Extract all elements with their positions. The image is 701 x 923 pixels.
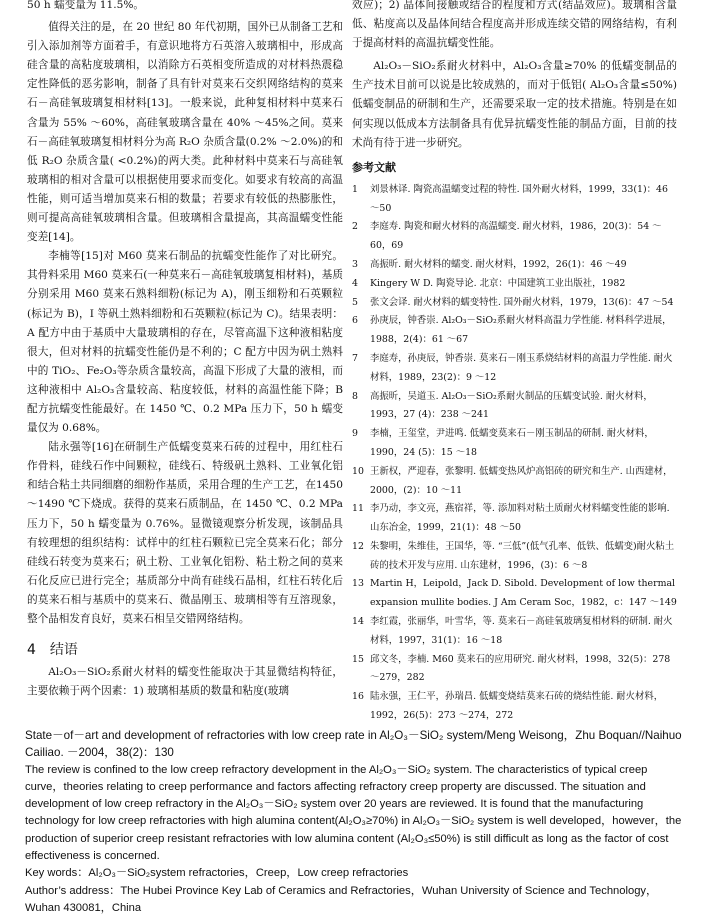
reference-number: 12 <box>352 540 364 552</box>
reference-number: 3 <box>352 258 358 270</box>
section-heading: 4 结语 <box>27 642 78 659</box>
paragraph: 值得关注的是，在 20 世纪 80 年代初期，国外已从制备工艺和引入添加剂等方面着手，有意识地将方石英溶入玻璃相中，形成高硅含量的高粘度玻璃相，以消除方石英相变所造成的对材料热震稳定性降低的恶劣影响，制备了具有针对莫来石交织网络结构的莫来石－高硅氧玻璃复相材料[13]。一般来说，此种复相材料中莫来石含量为 55% ～60%，高硅氧玻璃含量在 40% ～45%之间。莫来石－高硅氧玻璃复相材料分为高 R₂O 杂质含量(0.2% ～2.0%)的和低 R₂O 杂质含量( <0.2%)的两大类。此种材料中莫来石与高硅氧玻璃相的相对含量可以根据使用要求而变化。如要求有较高的高温性能，则可适当增加莫来石相的数量；若要求有较低的热膨胀性，则可提高高硅氧玻璃相含量。但玻璃相含量提高，其高温蠕变性能变差[14]。 <box>27 21 343 244</box>
reference-text: 李红霞，张丽华，叶雪华，等. 莫来石－高硅氧玻璃复相材料的研制. 耐火材料，1997，31(1)：16 ～18 <box>370 616 673 646</box>
reference-number: 10 <box>352 465 364 477</box>
reference-number: 8 <box>352 390 358 402</box>
reference-item <box>352 294 677 313</box>
reference-item <box>352 425 677 463</box>
reference-number: 6 <box>352 315 358 327</box>
reference-number: 14 <box>352 616 364 628</box>
reference-text: 刘景林译. 陶瓷高温蠕变过程的特性. 国外耐火材料，1999，33(1)：46 ～50 <box>370 183 668 214</box>
reference-text: Kingery W D. 陶瓷导论. 北京：中国建筑工业出版社，1982 <box>370 277 626 289</box>
reference-text: Martin H，Leipold，Jack D. Sibold. Development of low thermal expansion mullite bodies. J Am Ceram Soc，1982，c：147 ～149 <box>370 578 677 609</box>
author-address: Author’s address：The Hubei Province Key Lab of Ceramics and Refractories，Wuhan University of Science and Technology，Wuhan 430081，China <box>25 884 658 914</box>
reference-item <box>352 575 677 613</box>
reference-item <box>352 388 677 426</box>
reference-item <box>352 688 677 726</box>
left-column <box>27 0 343 701</box>
reference-text: 朱黎明，朱维佳，王国华，等. “三低”(低气孔率、低铁、低蠕变)耐火粘土砖的技术开发与应用. 山东建材，1996，(3)：6 ～8 <box>370 540 675 571</box>
paragraph: 李楠等[15]对 M60 莫来石制品的抗蠕变性能作了对比研究。其骨料采用 M60 莫来石(一种莫来石－高硅氧玻璃复相材料)，基质分别采用 M60 莫来石熟料细粉(标记为 A)，刚玉细粉和石英颗粒(标记为 B)，I 等矾土熟料细粉和石英颗粒(标记为 C)。结果表明：A 配方中由于基质中大量玻璃相的存在，尽管高温下这种液相粘度很大，但对材料的抗蠕变性能仍是不利的；C 配方中因为矾土熟料中的 TiO₂、Fe₂O₃等杂质含量较高，高温下形成了大量的液相，而这种液相中 Al₂O₃含量较高、粘度较低，材料的高温性能下降；B 配方抗蠕变性能最好。在 1450 ℃、0.2 MPa 压力下，50 h 蠕变量仅为 0.68%。 <box>27 250 343 435</box>
paragraph: Al₂O₃－SiO₂系耐火材料的蠕变性能取决于其显微结构特征，主要依赖于两个因素：1) 玻璃相基质的数量和粘度(玻璃 <box>27 666 343 698</box>
reference-number: 5 <box>352 296 358 308</box>
reference-text: 李楠，王玺堂，尹进鸣. 低蠕变莫来石－刚玉制品的研制. 耐火材料，1990，24 (5)：15 ～18 <box>370 428 654 458</box>
reference-text: 李乃动，李文亮，燕宿祥，等. 添加料对粘土质耐火材料蠕变性能的影响. 山东冶金，1999，21(1)：48 ～50 <box>370 503 670 534</box>
reference-number: 2 <box>352 221 358 233</box>
reference-number: 13 <box>352 578 364 590</box>
reference-item <box>352 275 677 294</box>
reference-item <box>352 463 677 501</box>
reference-item <box>352 350 677 388</box>
reference-number: 1 <box>352 183 358 195</box>
reference-text: 王新权，严迎春，张黎明. 低蠕变热风炉高铝砖的研究和生产. 山西建材，2000，(2)：10 ～11 <box>370 465 673 496</box>
reference-text: 李庭寿. 陶瓷和耐火材料的高温蠕变. 耐火材料，1986，20(3)：54 ～60，69 <box>370 221 662 252</box>
reference-text: 李庭寿，孙庚辰，钟香崇. 莫来石－刚玉系烧结材料的高温力学性能. 耐火材料，1989，23(2)：9 ～12 <box>370 352 673 383</box>
reference-number: 15 <box>352 653 364 665</box>
reference-text: 孙庚辰，钟香崇. Al₂O₃－SiO₂系耐火材料高温力学性能. 材料科学进展，1988，2(4)：61 ～67 <box>370 315 672 346</box>
reference-item <box>352 181 677 219</box>
reference-item <box>352 613 677 651</box>
reference-item <box>352 500 677 538</box>
reference-item <box>352 651 677 689</box>
abstract-body: The review is confined to the low creep refractory development in the Al₂O₃－SiO₂ system. The characteristics of typical creep curve，theories relating to creep performance and factors affecting refractory creep property are discussed. The situation and development of low creep refractory in the Al₂O₃－SiO₂ system over 20 years are reviewed. It is found that the manufacturing technology for low creep refractories with high alumina content(Al₂O₃≥70%) in Al₂O₃－SiO₂ system is well developed，however，the production of superior creep resistant refractories with low alumina content (Al₂O₃≤50%) is still difficult as long as the factor of cost effectiveness is concerned. <box>25 763 682 863</box>
abstract-title: State－of－art and development of refractories with low creep rate in Al₂O₃－SiO₂ system/Meng Weisong，Zhu Boquan//Naihuo Cailiao. －2004，38(2)：130 <box>25 729 682 760</box>
references-heading: 参考文献 <box>352 160 396 174</box>
reference-item <box>352 256 677 275</box>
reference-item <box>352 218 677 256</box>
reference-item <box>352 312 677 350</box>
reference-number: 11 <box>352 503 364 515</box>
reference-number: 7 <box>352 352 358 364</box>
paragraph: 50 h 蠕变量为 11.5%。 <box>27 0 145 11</box>
reference-text: 张文会译. 耐火材料的蠕变特性. 国外耐火材料，1979，13(6)：47 ～54 <box>370 296 674 308</box>
reference-item <box>352 538 677 576</box>
english-abstract <box>25 727 685 917</box>
reference-text: 陆永强，王仁平，孙瑞昌. 低蠕变烧结莫来石砖的烧结性能. 耐火材料，1992，26(5)：273 ～274，272 <box>370 691 664 722</box>
keywords: Key words：Al₂O₃－SiO₂system refractories，Creep，Low creep refractories <box>25 867 409 880</box>
right-column <box>352 0 677 726</box>
reference-text: 高振昕，吴道玉. Al₂O₃－SiO₂系耐火制品的压蠕变试验. 耐火材料，1993，27 (4)：238 ～241 <box>370 390 653 421</box>
reference-text: 高振昕. 耐火材料的蠕变. 耐火材料，1992，26(1)：46 ～49 <box>370 258 627 270</box>
reference-number: 4 <box>352 277 358 289</box>
reference-list <box>352 181 677 726</box>
reference-text: 邱文冬，李楠. M60 莫来石的应用研究. 耐火材料，1998，32(5)：278 ～279，282 <box>370 653 671 684</box>
reference-number: 16 <box>352 691 364 703</box>
paragraph: 陆永强等[16]在研制生产低蠕变莫来石砖的过程中，用红柱石作骨料，硅线石作中间颗粒，硅线石、特级矾土熟料、工业氧化铝和结合粘土共同细磨的细粉作基质，采用合理的生产工艺，在1450 ～1490 ℃下烧成。获得的莫来石质制品，在 1450 ℃、0.2 MPa 压力下，50 h 蠕变量为 0.76%。显微镜观察分析发现，该制品具有较理想的组织结构：试样中的红柱石颗粒已完全莫来石化；部分硅线石转变为莫来石；矾土粉、工业氧化铝粉、粘土粉之间的莫来石化反应已进行完全；基质部分中尚有硅线石晶相，红柱石转化后的莫来石相与基质中的莫来石、微晶刚玉、玻璃相等有互溶现象，整个晶相发育良好，莫来石相呈交错网络结构。 <box>27 441 343 625</box>
paragraph: 效应)；2) 晶体间接触或结合的程度和方式(结晶效应)。玻璃相含量低、粘度高以及晶体间结合程度高并形成连续交错的网络结构，有利于提高材料的高温抗蠕变性能。 <box>352 0 677 50</box>
paragraph: Al₂O₃－SiO₂系耐火材料中，Al₂O₃含量≥70% 的低蠕变制品的生产技术目前可以说是比较成熟的，而对于低铝( Al₂O₃含量≤50%) 低蠕变制品的研制和生产，还需要采取一定的技术措施。特别是在如何实现以低成本方法制备具有优异抗蠕变性能的制品方面，目前的技术尚有待于进一步研究。 <box>352 60 677 149</box>
reference-number: 9 <box>352 428 358 440</box>
